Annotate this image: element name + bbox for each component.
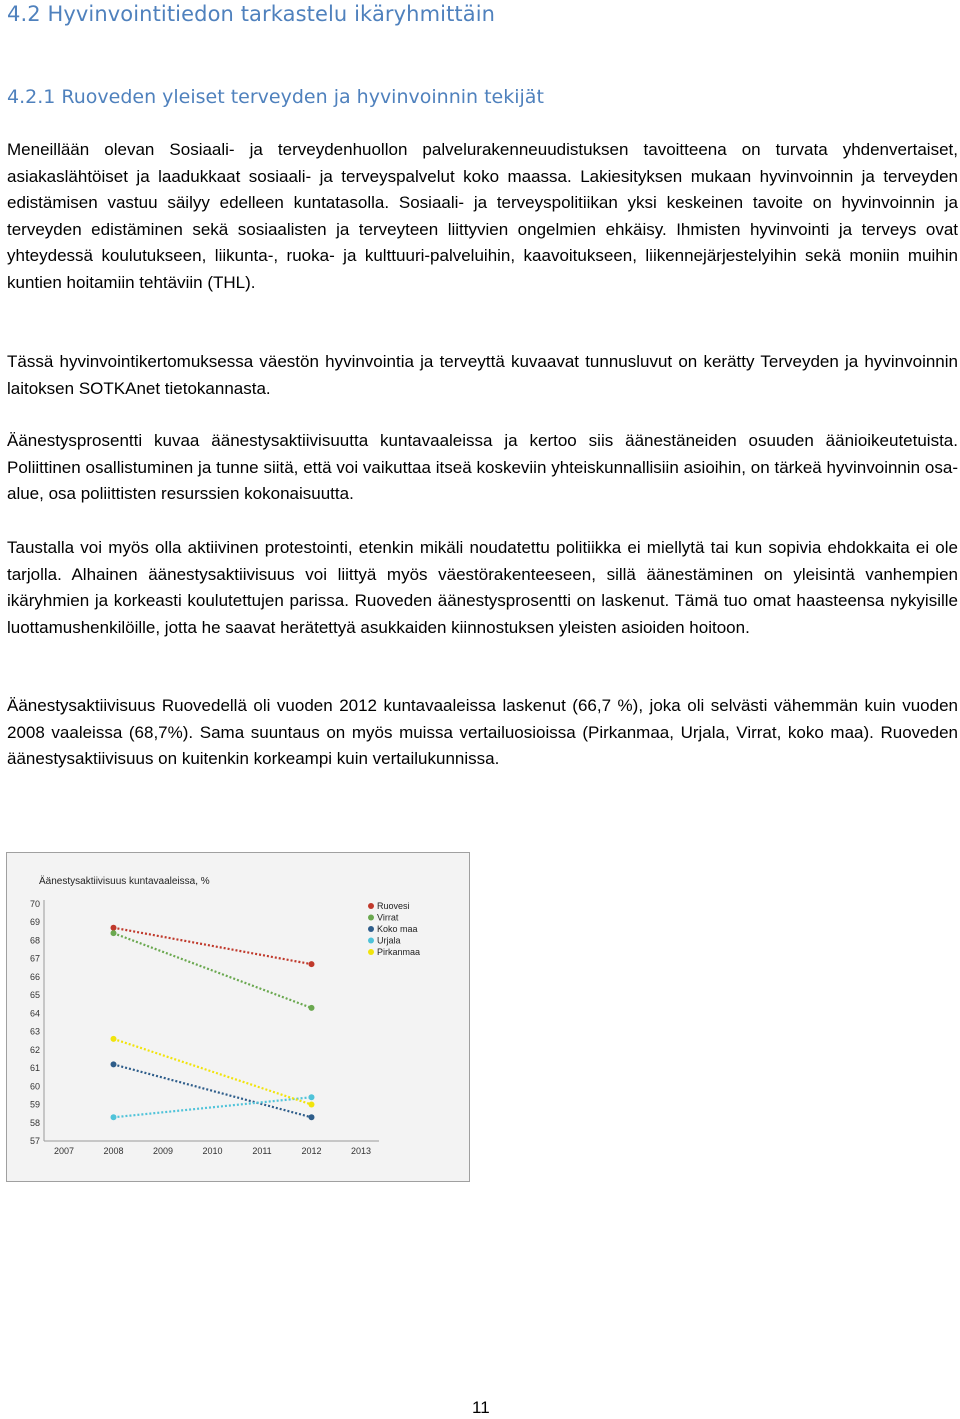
legend-label: Ruovesi — [377, 901, 410, 911]
data-point — [111, 930, 117, 936]
legend-label: Pirkanmaa — [377, 947, 421, 957]
series-line — [114, 1097, 312, 1117]
y-tick-label: 63 — [29, 1026, 40, 1037]
y-tick-label: 65 — [29, 990, 40, 1001]
legend-marker — [368, 949, 374, 955]
section-heading: 4.2 Hyvinvointitiedon tarkastelu ikäryhmittäin — [7, 2, 496, 26]
legend-label: Koko maa — [377, 924, 418, 934]
y-tick-label: 61 — [29, 1063, 40, 1074]
y-tick-label: 67 — [29, 953, 40, 964]
y-tick-label: 57 — [29, 1136, 40, 1146]
x-tick-label: 2009 — [152, 1146, 174, 1156]
x-tick-label: 2013 — [350, 1146, 372, 1156]
x-tick-label: 2011 — [252, 1146, 272, 1156]
legend-marker — [368, 915, 374, 921]
paragraph-voting-definition: Äänestysprosentti kuvaa äänestysaktiivisuutta kuntavaaleissa ja kertoo siis äänestäneiden osuuden äänioikeutetuista. Poliittinen osallistuminen ja tunne siitä, että voi vaikuttaa itseä koskeviin yhteiskunnallisiin asioihin, on tärkeä hyvinvoinnin osa-alue, osa poliittisten resurssien kokonaisuutta. — [7, 431, 958, 503]
data-point — [111, 925, 117, 931]
subsection-heading: 4.2.1 Ruoveden yleiset terveyden ja hyvinvoinnin tekijät — [7, 86, 544, 108]
paragraph-voting-background: Taustalla voi myös olla aktiivinen protestointi, etenkin mikäli noudatettu politiikka ei miellytä tai kun sopivia ehdokkaita ei ole tarjolla. Alhainen äänestysaktiivisuus voi liittyä myös väestörakenteeseen, sillä äänestäminen on yleisintä vanhempien ikäryhmien ja korkeasti koulutettujen parissa. Ruoveden äänestysprosentti on laskenut. Tämä tuo omat haasteensa nykyisille luottamushenkilöille, jotta he saavat herätettyä asukkaiden kiinnostuksen yleisten asioiden hoitoon. — [7, 538, 958, 637]
data-point — [111, 1061, 117, 1067]
legend-marker — [368, 938, 374, 944]
voting-chart-frame — [6, 852, 470, 1182]
y-tick-label: 59 — [29, 1099, 40, 1110]
legend-label: Virrat — [377, 912, 399, 923]
data-point — [309, 961, 315, 967]
y-tick-label: 69 — [29, 917, 40, 928]
data-point — [111, 1036, 117, 1042]
data-point — [309, 1005, 315, 1011]
chart-title: Äänestysaktiivisuus kuntavaaleissa, % — [39, 876, 210, 887]
paragraph-voting-ruovesi: Äänestysaktiivisuus Ruovedellä oli vuoden 2012 kuntavaaleissa laskenut (66,7 %), joka oli selvästi vähemmän kuin vuoden 2008 vaaleissa (68,7%). Sama suuntaus on myös muissa vertailuosioissa (Pirkanmaa, Urjala, Virrat, koko maa). Ruoveden äänestysaktiivisuus on kuitenkin korkeampi kuin vertailukunnissa. — [7, 696, 958, 768]
y-tick-label: 68 — [29, 935, 40, 946]
x-tick-label: 2007 — [53, 1146, 75, 1156]
y-tick-label: 66 — [29, 971, 40, 982]
x-tick-label: 2012 — [301, 1146, 322, 1156]
paragraph-intro: Meneillään olevan Sosiaali- ja terveydenhuollon palvelurakenneuudistuksen tavoitteena on turvata yhdenvertaiset, asiakaslähtöiset ja laadukkaat sosiaali- ja terveyspalvelut koko maassa. Lakiesityksen mukaan hyvinvoinnin ja terveyden edistämisen vastuu säilyy edelleen kuntatasolla. Sosiaali- ja terveyspolitiikan yksi keskeinen tavoite on hyvinvoinnin ja terveyden edistäminen sekä sosiaalisten ja terveyteen liittyvien ongelmien ehkäisy. Ihmisten hyvinvointi ja terveys ovat yhteydessä koulutukseen, liikunta-, ruoka- ja kulttuuri-palveluihin, kaavoitukseen, liikennejärjestelyihin sekä moniin muihin kuntien hoitamiin tehtäviin (THL). — [7, 140, 958, 292]
data-point — [111, 1114, 117, 1120]
data-point — [309, 1094, 315, 1100]
x-tick-label: 2008 — [103, 1146, 124, 1156]
paragraph-source: Tässä hyvinvointikertomuksessa väestön hyvinvointia ja terveyttä kuvaavat tunnusluvut on kerätty Terveyden ja hyvinvoinnin laitoksen SOTKAnet tietokannasta. — [7, 352, 958, 398]
y-tick-label: 60 — [29, 1081, 40, 1092]
x-tick-label: 2010 — [202, 1146, 223, 1156]
page-number: 11 — [472, 1398, 490, 1417]
legend-label: Urjala — [377, 935, 401, 946]
y-tick-label: 58 — [29, 1117, 40, 1128]
y-tick-label: 70 — [29, 899, 40, 909]
series-line — [114, 928, 312, 964]
series-line — [114, 933, 312, 1008]
y-tick-label: 62 — [29, 1044, 40, 1055]
data-point — [309, 1114, 315, 1120]
data-point — [309, 1102, 315, 1108]
y-tick-label: 64 — [29, 1008, 40, 1019]
voting-activity-chart — [7, 853, 469, 1181]
series-line — [114, 1039, 312, 1105]
legend-marker — [368, 903, 374, 909]
legend-marker — [368, 926, 374, 932]
